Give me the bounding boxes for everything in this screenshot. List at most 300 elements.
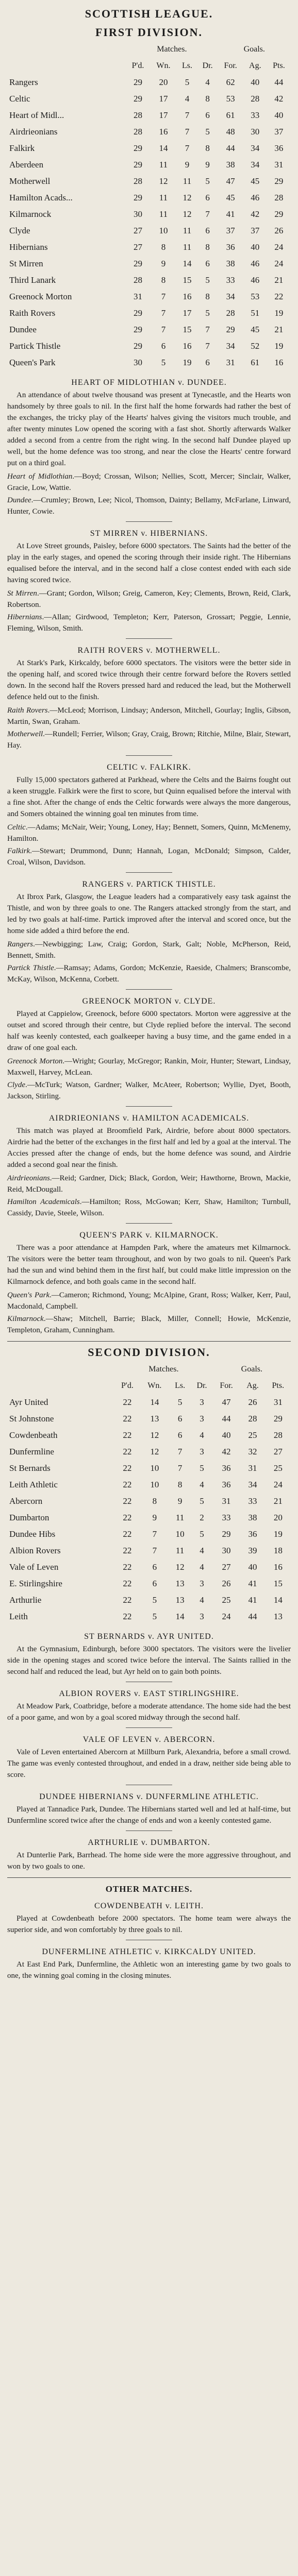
stat-cell: 12: [150, 1430, 159, 1440]
report-body: At Meadow Park, Coatbridge, before a moderate attendance. The home side had the best of a poor game, and won by a goal scored midway through the second half.: [7, 1702, 291, 1722]
report-divider: [126, 989, 172, 990]
stat-cell: 34: [251, 143, 260, 153]
player-list: Ramsay; Adams, Gordon; McKenzie, Raeside, Chalmers; Branscombe, McKay, Wilson, McKenna, Corbett.: [7, 964, 291, 984]
lineup-separator: .—: [62, 1057, 73, 1065]
team-name: E. Stirlingshire: [9, 1579, 62, 1588]
stat-cell: 24: [274, 259, 284, 268]
stat-cell: 4: [205, 77, 210, 87]
stat-cell: 22: [123, 1595, 132, 1605]
table-row: [7, 74, 291, 91]
stat-cell: 5: [161, 358, 166, 367]
team-name: St Bernards: [9, 1463, 51, 1473]
stat-cell: 9: [177, 1496, 183, 1506]
stat-cell: 7: [205, 209, 210, 219]
stat-cell: 42: [222, 1447, 231, 1456]
stat-cell: 36: [222, 1480, 231, 1489]
report-body: There was a poor attendance at Hampden Park, where the amateurs met Kilmarnock. The visitors were the better team throughout, and won by two goals to nil. Queen's Park had the sun and wind behind them in the first half, but could make little impression on the Kilmarnock defence, and both goals came in the second half.: [7, 1244, 291, 1286]
report-title: ARTHURLIE v. DUMBARTON.: [88, 1838, 210, 1847]
lineup-separator: .—: [43, 730, 53, 738]
table-row: [7, 256, 291, 272]
stat-cell: 38: [248, 1513, 257, 1522]
team-name: Aberdeen: [9, 160, 44, 170]
club-name: Greenock Morton: [7, 1057, 63, 1065]
stat-cell: 8: [161, 242, 166, 252]
stat-cell: 29: [134, 77, 143, 87]
player-list: Boyd; Crossan, Wilson; Nellies, Scott, Mercer; Sinclair, Walker, Gracie, Low, Wattie.: [7, 472, 291, 492]
stat-cell: 6: [205, 259, 210, 268]
stat-cell: 40: [274, 110, 284, 120]
stat-cell: 37: [226, 226, 235, 235]
stat-cell: 6: [177, 1414, 183, 1423]
lineup-separator: .—: [33, 940, 43, 948]
stat-cell: 53: [226, 94, 235, 104]
stat-cell: 37: [251, 226, 260, 235]
club-name: Motherwell: [7, 730, 43, 738]
team-lineup: [7, 495, 291, 517]
table-row: [7, 140, 291, 157]
stat-cell: 16: [183, 292, 192, 301]
stat-cell: 44: [248, 1612, 257, 1621]
table-row: [7, 272, 291, 289]
report-title: DUNDEE HIBERNIANS v. DUNFERMLINE ATHLETIC.: [39, 1792, 259, 1801]
stat-cell: 28: [134, 176, 143, 186]
stat-cell: 6: [177, 1430, 183, 1440]
stat-cell: 6: [161, 341, 166, 351]
stat-cell: 29: [222, 1529, 231, 1539]
stat-cell: 12: [183, 209, 192, 219]
stat-cell: 7: [161, 308, 166, 318]
stat-cell: 29: [274, 176, 284, 186]
first-division-section: [7, 26, 291, 371]
team-name: Dumbarton: [9, 1513, 49, 1522]
stat-cell: 39: [248, 1546, 257, 1555]
team-lineup: [7, 612, 291, 634]
stat-cell: 4: [200, 1595, 204, 1605]
report-divider: [126, 521, 172, 522]
table-row: [7, 1608, 291, 1625]
lineup-separator: .—: [47, 706, 58, 715]
team-name: Albion Rovers: [9, 1546, 61, 1555]
stat-cell: 22: [123, 1529, 132, 1539]
stat-cell: 25: [273, 1463, 283, 1473]
report-title: AIRDRIEONIANS v. HAMILTON ACADEMICALS.: [48, 1114, 250, 1123]
stat-cell: 25: [222, 1595, 231, 1605]
stat-cell: 4: [200, 1480, 204, 1489]
stat-cell: 45: [251, 325, 260, 334]
stat-cell: 34: [248, 1480, 257, 1489]
stat-cell: 41: [226, 209, 235, 219]
stat-cell: 9: [161, 259, 166, 268]
stat-cell: 28: [134, 110, 143, 120]
stat-cell: 7: [152, 1529, 157, 1539]
stat-cell: 17: [159, 110, 168, 120]
report-body: An attendance of about twelve thousand was present at Tynecastle, and the Hearts won handsomely by three goals to nil. In the first half the home forwards had rather the best of the exchanges, the tricky play of the Hearts' halves giving the visitors much trouble, and after twenty minutes Low opened the scoring with a fast shot. Shortly afterwards Walker added a second from a centre from the right wing. In the second half Dundee played up well, but the home defence was too strong, and near the close the Hearts' centre forward put on a third goal.: [7, 391, 291, 467]
lineup-separator: .—: [25, 823, 36, 832]
column-header: [7, 58, 126, 74]
stat-cell: 12: [183, 193, 192, 202]
column-header: Wn.: [147, 1381, 162, 1390]
player-list: Stewart; Drummond, Dunn; Hannah, Logan, McDonald; Simpson, Calder, Croal, Wilson, Davidson.: [7, 847, 291, 867]
report-title: DUNFERMLINE ATHLETIC v. KIRKCALDY UNITED.: [42, 1947, 256, 1956]
table-row: [7, 1575, 291, 1592]
stat-cell: 28: [273, 1430, 283, 1440]
stat-cell: 5: [200, 1496, 204, 1506]
stat-cell: 5: [152, 1595, 157, 1605]
column-header: Wn.: [156, 61, 171, 70]
team-lineup: [7, 1196, 291, 1219]
team-name: Abercorn: [9, 1496, 43, 1506]
stat-cell: 33: [248, 1496, 257, 1506]
table-row: [7, 338, 291, 354]
stat-cell: 30: [222, 1546, 231, 1555]
section-divider: [7, 1341, 291, 1342]
stat-cell: 3: [200, 1447, 204, 1456]
stat-cell: 32: [248, 1447, 257, 1456]
stat-cell: 29: [134, 341, 143, 351]
club-name: Airdrieonians: [7, 1174, 50, 1182]
stat-cell: 3: [200, 1397, 204, 1407]
report-title: VALE OF LEVEN v. ABERCORN.: [82, 1735, 216, 1744]
report-title: COWDENBEATH v. LEITH.: [94, 1902, 204, 1910]
stat-cell: 46: [251, 275, 260, 285]
stat-cell: 11: [183, 176, 192, 186]
club-name: Partick Thistle: [7, 964, 54, 972]
stat-cell: 46: [251, 193, 260, 202]
stat-cell: 11: [183, 242, 192, 252]
column-header: P'd.: [121, 1381, 134, 1390]
stat-cell: 31: [248, 1463, 257, 1473]
table-header-row: [7, 58, 291, 74]
stat-cell: 45: [226, 193, 235, 202]
column-header: Pts.: [272, 1381, 285, 1390]
stat-cell: 44: [222, 1414, 231, 1423]
stat-cell: 22: [274, 292, 284, 301]
column-group-goals: Goals.: [241, 1365, 262, 1374]
report-body: At the Gymnasium, Edinburgh, before 3000 spectators. The visitors were the livelier side in the opening stages and scored twice before the interval. The Saints rallied in the second half and reduced the lead, but Ayr held on to gain both points.: [7, 1645, 291, 1676]
report-body: Vale of Leven entertained Abercorn at Millburn Park, Alexandria, before a small crowd. The game was evenly contested throughout, and ended in a draw, neither side being able to score.: [7, 1748, 291, 1779]
report-body: Fully 15,000 spectators gathered at Parkhead, where the Celts and the Bairns fought out a keen struggle. Falkirk were the first to score, but Quinn equalised before the interval with a fine shot. After the change of ends the Celtic forwards were always the more dangerous, and Somers obtained the winning goal ten minutes from time.: [7, 776, 291, 818]
report-divider: [126, 1223, 172, 1224]
team-lineup: [7, 1056, 291, 1078]
first-division-reports: [7, 378, 291, 1336]
stat-cell: 7: [205, 341, 210, 351]
stat-cell: 36: [222, 1463, 231, 1473]
report-title: HEART OF MIDLOTHIAN v. DUNDEE.: [71, 378, 227, 387]
first-division-title: FIRST DIVISION.: [95, 26, 203, 39]
report-body: At East End Park, Dunfermline, the Athletic won an interesting game by two goals to one, the winning goal coming in the closing minutes.: [7, 1960, 291, 1980]
team-name: Rangers: [9, 77, 38, 87]
stat-cell: 34: [226, 341, 235, 351]
team-name: Raith Rovers: [9, 308, 56, 318]
stat-cell: 53: [251, 292, 260, 301]
report-body: At Ibrox Park, Glasgow, the League leaders had a comparatively easy task against the Thistle, and won by three goals to one. The Rangers attacked strongly from the start, and led by two goals at half-time. Partick improved after the interval and scored once, but the home side added a third before the end.: [7, 893, 291, 935]
stat-cell: 33: [222, 1513, 231, 1522]
stat-cell: 7: [185, 110, 190, 120]
stat-cell: 22: [123, 1397, 132, 1407]
stat-cell: 14: [159, 143, 168, 153]
player-list: McLeod; Morrison, Lindsay; Anderson, Mitchell, Gourlay; Inglis, Gibson, Martin, Swan, Graham.: [7, 706, 291, 726]
report-divider: [126, 1727, 172, 1728]
stat-cell: 16: [159, 127, 168, 137]
stat-cell: 40: [248, 1562, 257, 1572]
stat-cell: 27: [222, 1562, 231, 1572]
report-title: ALBION ROVERS v. EAST STIRLINGSHIRE.: [59, 1689, 239, 1698]
stat-cell: 31: [222, 1496, 231, 1506]
team-name: Celtic: [9, 94, 30, 104]
stat-cell: 25: [248, 1430, 257, 1440]
stat-cell: 28: [226, 308, 235, 318]
team-name: St Mirren: [9, 259, 43, 268]
team-name: Heart of Midl...: [9, 110, 64, 120]
table-row: [7, 1460, 291, 1477]
table-row: [7, 305, 291, 321]
stat-cell: 7: [177, 1463, 183, 1473]
stat-cell: 27: [134, 242, 143, 252]
stat-cell: 40: [222, 1430, 231, 1440]
stat-cell: 10: [159, 226, 168, 235]
stat-cell: 7: [185, 127, 190, 137]
report-title: ST MIRREN v. HIBERNIANS.: [90, 529, 208, 538]
stat-cell: 7: [205, 325, 210, 334]
stat-cell: 62: [226, 77, 235, 87]
stat-cell: 6: [152, 1579, 157, 1588]
club-name: Falkirk: [7, 847, 30, 855]
column-header: Ag.: [249, 61, 261, 70]
table-row: [7, 1411, 291, 1427]
stat-cell: 6: [152, 1562, 157, 1572]
column-header: Dr.: [196, 1381, 207, 1390]
team-lineup: [7, 1173, 291, 1195]
stat-cell: 8: [205, 143, 210, 153]
stat-cell: 31: [274, 160, 284, 170]
report-title: RANGERS v. PARTICK THISTLE.: [82, 880, 216, 889]
lineup-separator: .—: [42, 613, 52, 621]
stat-cell: 4: [200, 1430, 204, 1440]
stat-cell: 5: [205, 308, 210, 318]
stat-cell: 21: [274, 325, 284, 334]
report-body: Played at Cappielow, Greenock, before 6000 spectators. Morton were aggressive at the outset and scored through their centre, but Clyde replied before the interval. The second half was keenly contested, each goalkeeper having a busy time, and the game ended in a draw of one goal each.: [7, 1010, 291, 1052]
stat-cell: 22: [123, 1447, 132, 1456]
stat-cell: 16: [273, 1562, 283, 1572]
stat-cell: 22: [123, 1480, 132, 1489]
team-name: Clyde: [9, 226, 30, 235]
team-lineup: [7, 705, 291, 727]
column-group-matches: Matches.: [157, 45, 187, 54]
lineup-separator: .—: [30, 847, 40, 855]
stat-cell: 46: [251, 259, 260, 268]
club-name: St Mirren: [7, 589, 37, 598]
report-body: At Stark's Park, Kirkcaldy, before 6000 spectators. The visitors were the better side in the opening half, and scored twice through their centre forward before the Rovers settled down. In the second half the Rovers pressed hard and reduced the lead, but the Motherwell defence held out to the finish.: [7, 659, 291, 701]
first-division-table: [7, 41, 291, 371]
stat-cell: 4: [200, 1562, 204, 1572]
club-name: Clyde: [7, 1081, 25, 1089]
stat-cell: 10: [150, 1480, 159, 1489]
lineup-separator: .—: [49, 1291, 59, 1299]
stat-cell: 19: [274, 308, 284, 318]
table-row: [7, 206, 291, 223]
column-header: Ag.: [246, 1381, 259, 1390]
team-name: Motherwell: [9, 176, 51, 186]
stat-cell: 44: [226, 143, 235, 153]
stat-cell: 22: [123, 1496, 132, 1506]
player-list: Rundell; Ferrier, Wilson; Gray, Craig, Brown; Ritchie, Milne, Blair, Stewart, Hay.: [7, 730, 291, 750]
stat-cell: 9: [152, 1513, 157, 1522]
table-group-header-row: [7, 41, 291, 58]
table-header-row: [7, 1378, 291, 1394]
table-row: [7, 1444, 291, 1460]
club-name: Hamilton Academicals: [7, 1198, 80, 1206]
stat-cell: 6: [205, 226, 210, 235]
team-name: Dundee: [9, 325, 37, 334]
team-lineup: [7, 845, 291, 868]
stat-cell: 36: [226, 242, 235, 252]
stat-cell: 41: [248, 1595, 257, 1605]
stat-cell: 48: [226, 127, 235, 137]
stat-cell: 14: [273, 1595, 283, 1605]
stat-cell: 17: [159, 94, 168, 104]
stat-cell: 8: [205, 292, 210, 301]
table-row: [7, 157, 291, 173]
stat-cell: 10: [150, 1463, 159, 1473]
stat-cell: 11: [175, 1513, 185, 1522]
stat-cell: 13: [273, 1612, 283, 1621]
report-title: RAITH ROVERS v. MOTHERWELL.: [77, 646, 221, 655]
stat-cell: 5: [177, 1397, 183, 1407]
stat-cell: 5: [152, 1612, 157, 1621]
stat-cell: 29: [134, 259, 143, 268]
team-lineup: [7, 471, 291, 494]
first-division-rows: [7, 74, 291, 371]
column-header: Ls.: [182, 61, 193, 70]
stat-cell: 29: [134, 94, 143, 104]
other-matches-title: OTHER MATCHES.: [105, 1884, 193, 1894]
stat-cell: 7: [185, 143, 190, 153]
stat-cell: 33: [251, 110, 260, 120]
stat-cell: 11: [159, 193, 168, 202]
stat-cell: 11: [159, 160, 168, 170]
second-division-reports: [7, 1632, 291, 1872]
team-name: Queen's Park: [9, 358, 56, 367]
report-body: At Love Street grounds, Paisley, before 6000 spectators. The Saints had the better of the play in the early stages, and opened the scoring through their inside right. The Hibernians equalised before the interval, and in the second half a close contest ended with each side having scored twice.: [7, 542, 291, 584]
stat-cell: 37: [274, 127, 284, 137]
club-name: Queen's Park: [7, 1291, 50, 1299]
second-division-section: [7, 1346, 291, 1625]
column-header: P'd.: [131, 61, 144, 70]
stat-cell: 29: [274, 209, 284, 219]
other-matches-section: [7, 1884, 291, 1981]
column-header: For.: [220, 1381, 233, 1390]
stat-cell: 15: [273, 1579, 283, 1588]
report-title: CELTIC v. FALKIRK.: [107, 763, 191, 772]
stat-cell: 26: [222, 1579, 231, 1588]
table-row: [7, 1592, 291, 1608]
player-list: Wright; Gourlay, McGregor; Rankin, Moir, Hunter; Stewart, Lindsay, Maxwell, Harvey, McLean.: [7, 1057, 291, 1077]
team-name: Kilmarnock: [9, 209, 52, 219]
club-name: Kilmarnock: [7, 1315, 44, 1323]
stat-cell: 41: [248, 1579, 257, 1588]
stat-cell: 11: [175, 1546, 185, 1555]
table-row: [7, 107, 291, 124]
stat-cell: 28: [274, 193, 284, 202]
report-title: GREENOCK MORTON v. CLYDE.: [82, 997, 216, 1006]
stat-cell: 5: [200, 1463, 204, 1473]
table-row: [7, 354, 291, 371]
column-group-matches: Matches.: [148, 1365, 179, 1374]
table-row: [7, 223, 291, 239]
stat-cell: 38: [226, 160, 235, 170]
stat-cell: 31: [226, 358, 235, 367]
table-row: [7, 173, 291, 190]
team-lineup: [7, 1079, 291, 1102]
stat-cell: 29: [134, 308, 143, 318]
club-name: Celtic: [7, 823, 26, 832]
stat-cell: 8: [152, 1496, 157, 1506]
stat-cell: 29: [134, 325, 143, 334]
report-body: This match was played at Broomfield Park, Airdrie, before about 8000 spectators. Airdrie had the better of the exchanges in the first half and led by a goal at the interval. The Accies pressed after the change of ends, but the home defence was sound, and Airdrie added a second goal near the finish.: [7, 1127, 291, 1169]
column-header: Dr.: [202, 61, 213, 70]
stat-cell: 22: [123, 1513, 132, 1522]
stat-cell: 29: [226, 325, 235, 334]
stat-cell: 6: [205, 193, 210, 202]
stat-cell: 12: [159, 176, 168, 186]
stat-cell: 47: [226, 176, 235, 186]
lineup-separator: .—: [54, 964, 64, 972]
table-row: [7, 289, 291, 305]
stat-cell: 4: [200, 1546, 204, 1555]
report-divider: [126, 638, 172, 639]
stat-cell: 42: [274, 94, 284, 104]
column-header-blank: [7, 1361, 114, 1378]
stat-cell: 21: [273, 1496, 283, 1506]
column-header: Pts.: [273, 61, 285, 70]
stat-cell: 28: [134, 275, 143, 285]
table-row: [7, 1493, 291, 1510]
player-list: Shaw; Mitchell, Barrie; Black, Miller, Connell; Howie, McKenzie, Templeton, Graham, Cunningham.: [7, 1315, 291, 1334]
stat-cell: 42: [251, 209, 260, 219]
stat-cell: 28: [134, 127, 143, 137]
stat-cell: 13: [150, 1414, 159, 1423]
stat-cell: 7: [161, 325, 166, 334]
stat-cell: 6: [205, 110, 210, 120]
lineup-separator: .—: [72, 472, 82, 481]
stat-cell: 34: [226, 292, 235, 301]
stat-cell: 51: [251, 308, 260, 318]
report-divider: [126, 755, 172, 756]
stat-cell: 7: [152, 1546, 157, 1555]
lineup-separator: .—: [25, 1081, 35, 1089]
team-name: Airdrieonians: [9, 127, 58, 137]
team-name: Hibernians: [9, 242, 48, 252]
column-header: For.: [224, 61, 237, 70]
team-lineup: [7, 728, 291, 751]
stat-cell: 28: [251, 94, 260, 104]
stat-cell: 27: [273, 1447, 283, 1456]
stat-cell: 24: [273, 1480, 283, 1489]
stat-cell: 12: [175, 1562, 185, 1572]
table-row: [7, 1510, 291, 1526]
stat-cell: 45: [251, 176, 260, 186]
stat-cell: 19: [274, 341, 284, 351]
player-list: Reid; Gardner, Dick; Black, Gordon, Weir; Hawthorne, Brown, Mackie, Reid, McDougall.: [7, 1174, 291, 1194]
club-name: Hibernians: [7, 613, 42, 621]
player-list: Adams; McNair, Weir; Young, Loney, Hay; Bennett, Somers, Quinn, McMenemy, Hamilton.: [7, 823, 291, 843]
stat-cell: 33: [226, 275, 235, 285]
lineup-separator: .—: [49, 1174, 60, 1182]
table-row: [7, 1427, 291, 1444]
stat-cell: 40: [251, 242, 260, 252]
team-lineup: [7, 1290, 291, 1312]
stat-cell: 44: [274, 77, 284, 87]
